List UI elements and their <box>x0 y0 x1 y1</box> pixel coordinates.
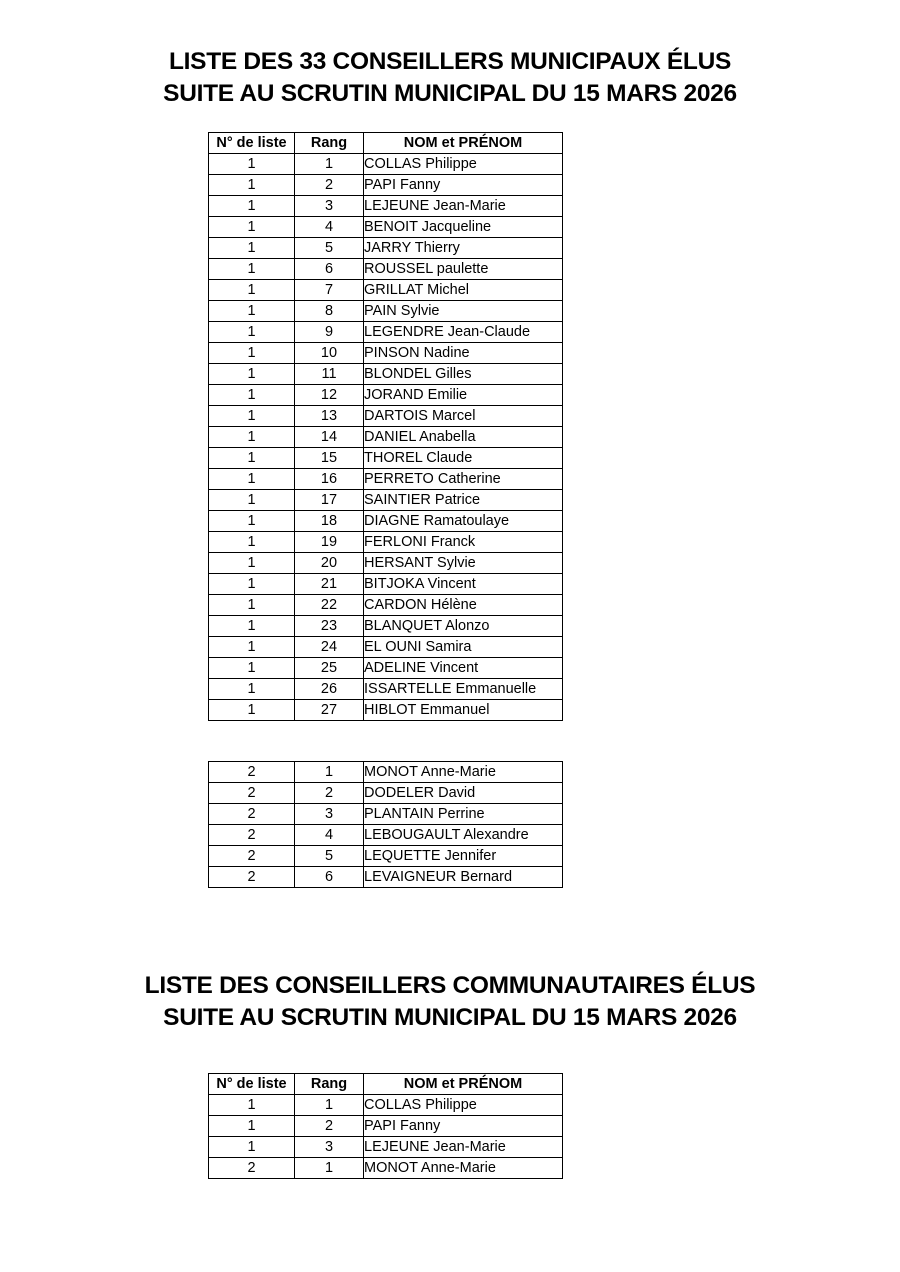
name-cell: PLANTAIN Perrine <box>364 804 563 825</box>
table-row <box>209 574 563 595</box>
list-number-cell: 1 <box>209 511 295 532</box>
rank-cell: 3 <box>295 1137 364 1158</box>
table-row <box>209 825 563 846</box>
municipal-title-line1: LISTE DES 33 CONSEILLERS MUNICIPAUX ÉLUS <box>168 48 732 75</box>
name-cell: LEQUETTE Jennifer <box>364 846 563 867</box>
table-row <box>209 532 563 553</box>
list-number-cell: 1 <box>209 1116 295 1137</box>
municipal-list1-table <box>208 132 563 721</box>
table-row <box>209 448 563 469</box>
list-number-cell: 1 <box>209 469 295 490</box>
community-councillors-title <box>0 970 900 1034</box>
name-cell: JARRY Thierry <box>364 238 563 259</box>
table-row <box>209 322 563 343</box>
rank-cell: 27 <box>295 700 364 721</box>
list-number-cell: 1 <box>209 1095 295 1116</box>
table-row <box>209 259 563 280</box>
table-row <box>209 553 563 574</box>
rank-cell: 19 <box>295 532 364 553</box>
list-number-cell: 1 <box>209 154 295 175</box>
table-row <box>209 385 563 406</box>
name-cell: LEBOUGAULT Alexandre <box>364 825 563 846</box>
name-cell: JORAND Emilie <box>364 385 563 406</box>
rank-cell: 1 <box>295 154 364 175</box>
rank-cell: 14 <box>295 427 364 448</box>
table-row <box>209 658 563 679</box>
name-cell: MONOT Anne-Marie <box>364 762 563 783</box>
name-cell: BLONDEL Gilles <box>364 364 563 385</box>
rank-cell: 1 <box>295 1095 364 1116</box>
list-number-cell: 1 <box>209 490 295 511</box>
community-body <box>209 1095 563 1179</box>
list-number-cell: 1 <box>209 217 295 238</box>
list-number-cell: 1 <box>209 175 295 196</box>
list-number-cell: 2 <box>209 825 295 846</box>
name-cell: PAIN Sylvie <box>364 301 563 322</box>
list-number-cell: 1 <box>209 679 295 700</box>
table-header-row <box>209 133 563 154</box>
name-cell: DIAGNE Ramatoulaye <box>364 511 563 532</box>
table-row <box>209 490 563 511</box>
table-row <box>209 427 563 448</box>
name-cell: LEGENDRE Jean-Claude <box>364 322 563 343</box>
list-number-cell: 2 <box>209 804 295 825</box>
rank-cell: 6 <box>295 867 364 888</box>
rank-cell: 8 <box>295 301 364 322</box>
list-number-cell: 2 <box>209 1158 295 1179</box>
name-cell: LEJEUNE Jean-Marie <box>364 1137 563 1158</box>
rank-cell: 12 <box>295 385 364 406</box>
list-number-cell: 1 <box>209 322 295 343</box>
table-row <box>209 196 563 217</box>
table-row <box>209 364 563 385</box>
name-cell: FERLONI Franck <box>364 532 563 553</box>
list-number-cell: 1 <box>209 280 295 301</box>
table-row <box>209 804 563 825</box>
rank-cell: 3 <box>295 804 364 825</box>
table-row <box>209 217 563 238</box>
rank-cell: 9 <box>295 322 364 343</box>
rank-cell: 1 <box>295 762 364 783</box>
list-number-cell: 1 <box>209 406 295 427</box>
list-number-cell: 1 <box>209 1137 295 1158</box>
list-number-cell: 1 <box>209 427 295 448</box>
rank-cell: 3 <box>295 196 364 217</box>
table-row <box>209 469 563 490</box>
list-number-cell: 1 <box>209 196 295 217</box>
rank-cell: 6 <box>295 259 364 280</box>
table-row <box>209 406 563 427</box>
rank-cell: 26 <box>295 679 364 700</box>
table-row <box>209 301 563 322</box>
table-row <box>209 1116 563 1137</box>
list-number-cell: 1 <box>209 637 295 658</box>
rank-cell: 10 <box>295 343 364 364</box>
table-row <box>209 343 563 364</box>
name-cell: PINSON Nadine <box>364 343 563 364</box>
header-name: NOM et PRÉNOM <box>364 133 563 154</box>
name-cell: ADELINE Vincent <box>364 658 563 679</box>
list-number-cell: 1 <box>209 532 295 553</box>
list-number-cell: 2 <box>209 867 295 888</box>
rank-cell: 18 <box>295 511 364 532</box>
name-cell: LEJEUNE Jean-Marie <box>364 196 563 217</box>
name-cell: BENOIT Jacqueline <box>364 217 563 238</box>
table-row <box>209 175 563 196</box>
name-cell: HERSANT Sylvie <box>364 553 563 574</box>
community-title-line1: LISTE DES CONSEILLERS COMMUNAUTAIRES ÉLUS <box>144 972 756 999</box>
name-cell: MONOT Anne-Marie <box>364 1158 563 1179</box>
rank-cell: 4 <box>295 217 364 238</box>
table-row <box>209 1137 563 1158</box>
rank-cell: 16 <box>295 469 364 490</box>
rank-cell: 1 <box>295 1158 364 1179</box>
rank-cell: 25 <box>295 658 364 679</box>
rank-cell: 11 <box>295 364 364 385</box>
rank-cell: 7 <box>295 280 364 301</box>
rank-cell: 22 <box>295 595 364 616</box>
name-cell: THOREL Claude <box>364 448 563 469</box>
name-cell: GRILLAT Michel <box>364 280 563 301</box>
name-cell: COLLAS Philippe <box>364 154 563 175</box>
rank-cell: 24 <box>295 637 364 658</box>
table-row <box>209 846 563 867</box>
municipal-councillors-title <box>0 46 900 110</box>
header-rank: Rang <box>295 133 364 154</box>
name-cell: PERRETO Catherine <box>364 469 563 490</box>
table-row <box>209 1095 563 1116</box>
rank-cell: 17 <box>295 490 364 511</box>
list-number-cell: 2 <box>209 783 295 804</box>
community-title-line2: SUITE AU SCRUTIN MUNICIPAL DU 15 MARS 2026 <box>163 1004 737 1031</box>
list-number-cell: 1 <box>209 385 295 406</box>
name-cell: DANIEL Anabella <box>364 427 563 448</box>
name-cell: PAPI Fanny <box>364 175 563 196</box>
list-number-cell: 1 <box>209 616 295 637</box>
list-number-cell: 1 <box>209 364 295 385</box>
name-cell: BLANQUET Alonzo <box>364 616 563 637</box>
table-row <box>209 637 563 658</box>
name-cell: SAINTIER Patrice <box>364 490 563 511</box>
name-cell: COLLAS Philippe <box>364 1095 563 1116</box>
list-number-cell: 1 <box>209 700 295 721</box>
rank-cell: 23 <box>295 616 364 637</box>
header-rank: Rang <box>295 1074 364 1095</box>
list-number-cell: 1 <box>209 301 295 322</box>
name-cell: EL OUNI Samira <box>364 637 563 658</box>
table-header-row <box>209 1074 563 1095</box>
table-row <box>209 154 563 175</box>
list-number-cell: 2 <box>209 762 295 783</box>
rank-cell: 2 <box>295 783 364 804</box>
name-cell: DARTOIS Marcel <box>364 406 563 427</box>
table-row <box>209 783 563 804</box>
table-row <box>209 679 563 700</box>
list-number-cell: 1 <box>209 574 295 595</box>
list-number-cell: 1 <box>209 448 295 469</box>
list-number-cell: 1 <box>209 238 295 259</box>
municipal-list2-body <box>209 762 563 888</box>
list-number-cell: 1 <box>209 343 295 364</box>
rank-cell: 13 <box>295 406 364 427</box>
header-list-number: N° de liste <box>209 133 295 154</box>
name-cell: PAPI Fanny <box>364 1116 563 1137</box>
name-cell: DODELER David <box>364 783 563 804</box>
rank-cell: 2 <box>295 1116 364 1137</box>
name-cell: ISSARTELLE Emmanuelle <box>364 679 563 700</box>
table-row <box>209 616 563 637</box>
name-cell: BITJOKA Vincent <box>364 574 563 595</box>
table-row <box>209 700 563 721</box>
list-number-cell: 1 <box>209 553 295 574</box>
name-cell: ROUSSEL paulette <box>364 259 563 280</box>
rank-cell: 20 <box>295 553 364 574</box>
municipal-title-line2: SUITE AU SCRUTIN MUNICIPAL DU 15 MARS 2026 <box>163 80 737 107</box>
municipal-list2-table <box>208 761 563 888</box>
table-row <box>209 511 563 532</box>
name-cell: CARDON Hélène <box>364 595 563 616</box>
rank-cell: 15 <box>295 448 364 469</box>
rank-cell: 2 <box>295 175 364 196</box>
list-number-cell: 1 <box>209 595 295 616</box>
rank-cell: 5 <box>295 846 364 867</box>
table-row <box>209 867 563 888</box>
name-cell: HIBLOT Emmanuel <box>364 700 563 721</box>
community-table <box>208 1073 563 1179</box>
rank-cell: 4 <box>295 825 364 846</box>
list-number-cell: 1 <box>209 658 295 679</box>
table-row <box>209 238 563 259</box>
table-row <box>209 280 563 301</box>
name-cell: LEVAIGNEUR Bernard <box>364 867 563 888</box>
table-row <box>209 762 563 783</box>
rank-cell: 5 <box>295 238 364 259</box>
table-row <box>209 595 563 616</box>
list-number-cell: 2 <box>209 846 295 867</box>
table-row <box>209 1158 563 1179</box>
list-number-cell: 1 <box>209 259 295 280</box>
header-list-number: N° de liste <box>209 1074 295 1095</box>
header-name: NOM et PRÉNOM <box>364 1074 563 1095</box>
municipal-list1-body <box>209 154 563 721</box>
rank-cell: 21 <box>295 574 364 595</box>
